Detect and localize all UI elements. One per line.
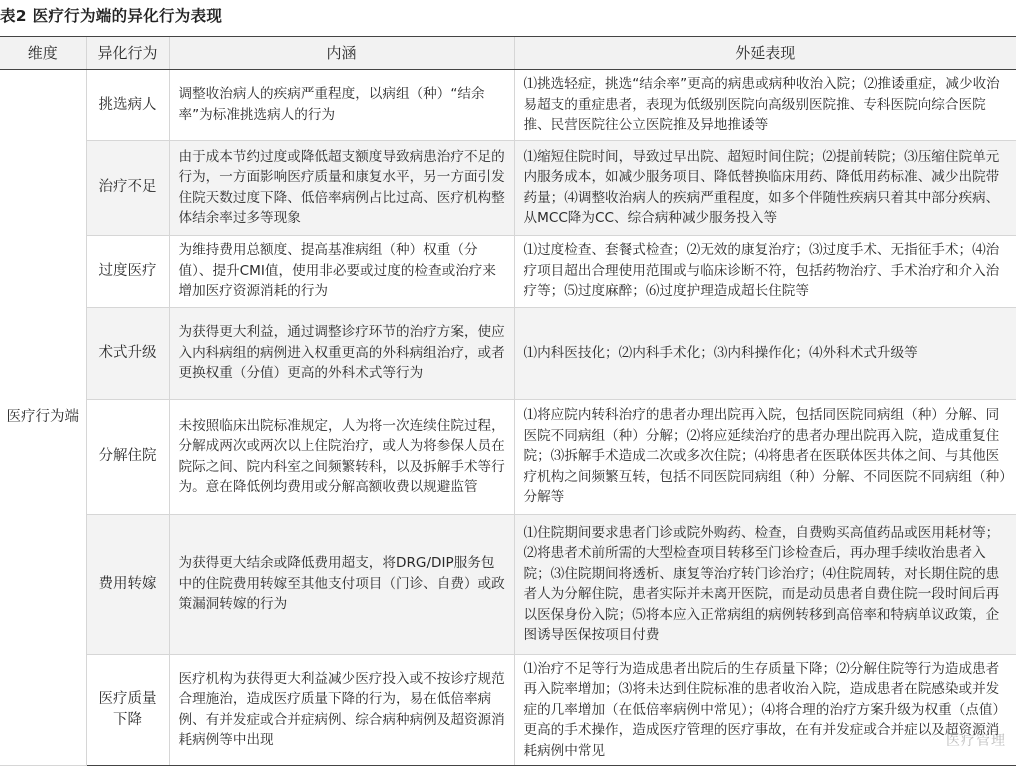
behavior-cell: 费用转嫁 [86, 514, 169, 654]
behavior-cell: 挑选病人 [86, 70, 169, 141]
extension-cell: ⑴将应院内转科治疗的患者办理出院再入院，包括同医院同病组（种）分解、同医院不同病组（种）分解；⑵将应延续治疗的患者办理出院再入院，造成重复住院；⑶拆解手术造成二次或多次住院；⑷将患者在医联体医共体之间、与其他医疗机构之间频繁互转，包括不同医院同病组（种）分解、不同医院不同病组（种）分解等 [514, 399, 1016, 514]
behavior-cell: 治疗不足 [86, 140, 169, 235]
dimension-cell: 医疗行为端 [0, 70, 86, 766]
behavior-cell: 术式升级 [86, 307, 169, 399]
connotation-cell: 调整收治病人的疾病严重程度，以病组（种）“结余率”为标准挑选病人的行为 [169, 70, 514, 141]
table-row [0, 140, 1016, 235]
behavior-cell: 过度医疗 [86, 235, 169, 307]
extension-cell: ⑴住院期间要求患者门诊或院外购药、检查，自费购买高值药品或医用耗材等；⑵将患者术前所需的大型检查项目转移至门诊检查后，再办理手续收治患者入院；⑶住院期间将透析、康复等治疗转门诊治疗；⑷住院周转，对长期住院的患者人为分解住院，患者实际并未离开医院，而是动员患者自费住院一段时间后再以医保身份入院；⑸将本应入正常病组的病例转移到高倍率和特病单议政策，企图诱导医保按项目付费 [514, 514, 1016, 654]
header-connotation: 内涵 [169, 37, 514, 70]
connotation-cell: 为获得更大利益，通过调整诊疗环节的治疗方案，使应入内科病组的病例进入权重更高的外科病组治疗，或者更换权重（分值）更高的外科术式等行为 [169, 307, 514, 399]
table-row [0, 654, 1016, 766]
table-row [0, 70, 1016, 141]
behavior-cell: 医疗质量下降 [86, 654, 169, 766]
table-row [0, 235, 1016, 307]
connotation-cell: 为维持费用总额度、提高基准病组（种）权重（分值）、提升CMI值，使用非必要或过度的检查或治疗来增加医疗资源消耗的行为 [169, 235, 514, 307]
extension-cell: ⑴过度检查、套餐式检查；⑵无效的康复治疗；⑶过度手术、无指征手术；⑷治疗项目超出合理使用范围或与临床诊断不符，包括药物治疗、手术治疗和介入治疗等；⑸过度麻醉；⑹过度护理造成超长住院等 [514, 235, 1016, 307]
connotation-cell: 为获得更大结余或降低费用超支，将DRG/DIP服务包中的住院费用转嫁至其他支付项目（门诊、自费）或政策漏洞转嫁的行为 [169, 514, 514, 654]
header-behavior: 异化行为 [86, 37, 169, 70]
extension-cell: ⑴缩短住院时间，导致过早出院、超短时间住院；⑵提前转院；⑶压缩住院单元内服务成本，如减少服务项目、降低替换临床用药、降低用药标准、减少出院带药量；⑷调整收治病人的疾病严重程度，如多个伴随性疾病只着其中部分疾病、从MCC降为CC、综合病种减少服务投入等 [514, 140, 1016, 235]
header-dimension: 维度 [0, 37, 86, 70]
table-row [0, 307, 1016, 399]
connotation-cell: 未按照临床出院标准规定，人为将一次连续住院过程，分解成两次或两次以上住院治疗，或人为将参保人员在院际之间、院内科室之间频繁转科，以及拆解手术等行为。意在降低例均费用或分解高额收费以规避监管 [169, 399, 514, 514]
watermark: 医疗管理 [946, 733, 1006, 749]
table-header-row [0, 37, 1016, 70]
behavior-cell: 分解住院 [86, 399, 169, 514]
connotation-cell: 由于成本节约过度或降低超支额度导致病患治疗不足的行为，一方面影响医疗质量和康复水平，另一方面引发住院天数过度下降、低倍率病例占比过高、医疗机构整体结余率过多等现象 [169, 140, 514, 235]
table-row [0, 514, 1016, 654]
header-extension: 外延表现 [514, 37, 1016, 70]
extension-cell: ⑴挑选轻症，挑选“结余率”更高的病患或病种收治入院；⑵推诿重症，减少收治易超支的重症患者，表现为低级别医院向高级别医院推、专科医院向综合医院推、民营医院往公立医院推及异地推诿等 [514, 70, 1016, 141]
behavior-table [0, 36, 1016, 766]
extension-cell: ⑴内科医技化；⑵内科手术化；⑶内科操作化；⑷外科术式升级等 [514, 307, 1016, 399]
table-caption: 表2 医疗行为端的异化行为表现 [0, 7, 223, 25]
table-row [0, 399, 1016, 514]
extension-cell: ⑴治疗不足等行为造成患者出院后的生存质量下降；⑵分解住院等行为造成患者再入院率增加；⑶将未达到住院标准的患者收治入院，造成患者在院感染或并发症的几率增加（在低倍率病例中常见）；⑷将合理的治疗方案升级为权重（点值）更高的手术操作，造成医疗管理的医疗事故，在有并发症或合并症以及超资源消耗病例中常见 [514, 654, 1016, 766]
connotation-cell: 医疗机构为获得更大利益减少医疗投入或不按诊疗规范合理施治，造成医疗质量下降的行为，易在低倍率病例、有并发症或合并症病例、综合病种病例及超资源消耗病例等中出现 [169, 654, 514, 766]
